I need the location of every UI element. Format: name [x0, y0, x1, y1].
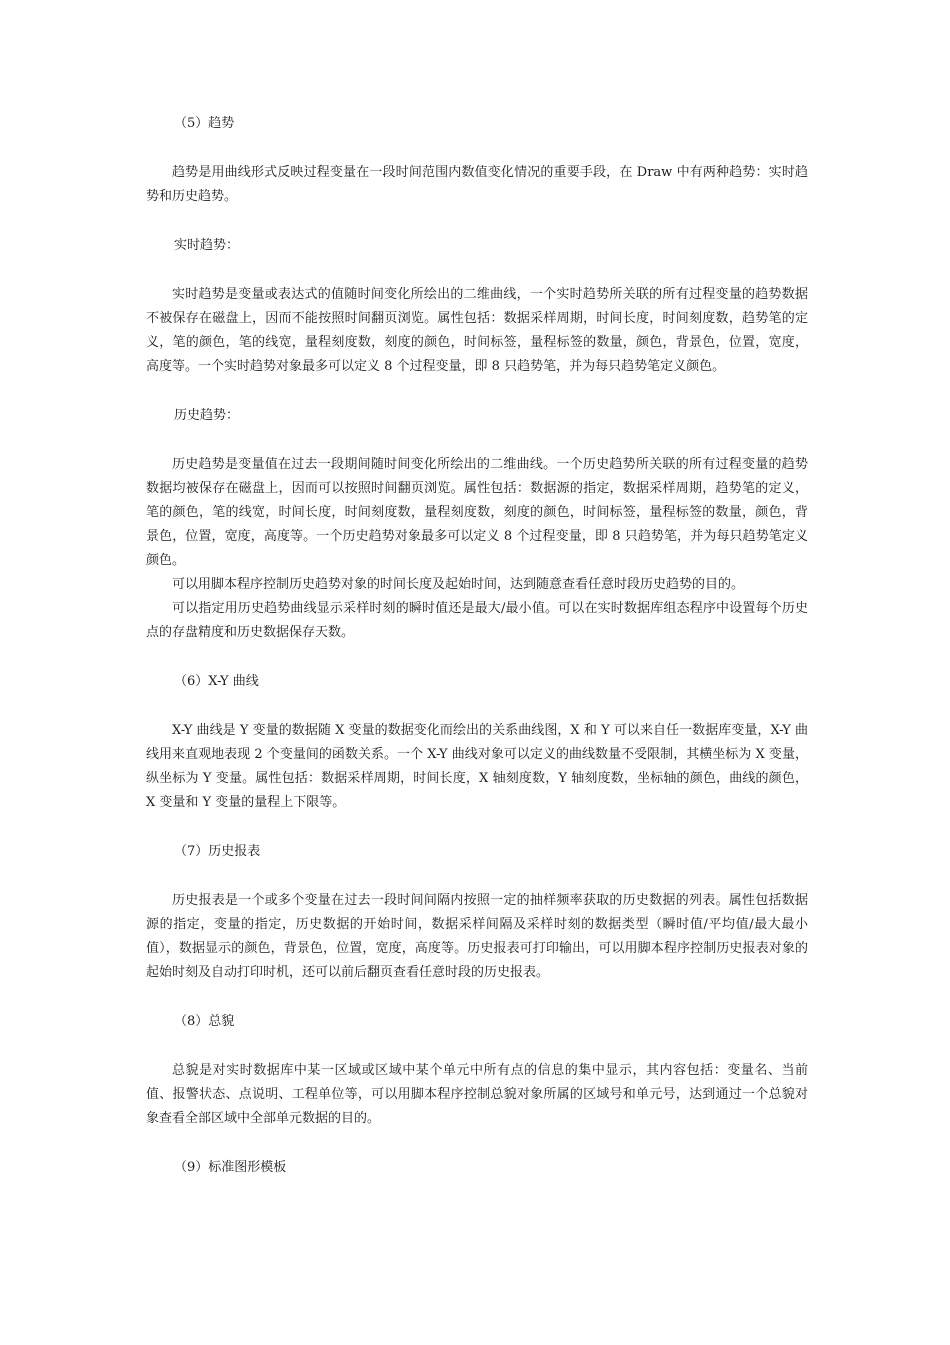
section-heading-overview: （8）总貌 — [174, 1014, 235, 1029]
paragraph-realtime-trend: 实时趋势是变量或表达式的值随时间变化所绘出的二维曲线，一个实时趋势所关联的所有过程变量的趋势数据不被保存在磁盘上，因而不能按照时间翻页浏览。属性包括：数据采样周期，时间长度，时间刻度数，趋势笔的定义，笔的颜色，笔的线宽，量程刻度数，刻度的颜色，时间标签，量程标签的数量，颜色，背景色，位置，宽度，高度等。一个实时趋势对象最多可以定义 8 个过程变量，即 8 只趋势笔，并为每只趋势笔定义颜色。 — [146, 287, 808, 374]
section-heading-standard-templates: （9）标准图形模板 — [174, 1160, 287, 1175]
paragraph-xy-curve: X-Y 曲线是 Y 变量的数据随 X 变量的数据变化而绘出的关系曲线图，X 和 Y 可以来自任一数据库变量，X-Y 曲线用来直观地表现 2 个变量间的函数关系。一个 X-Y 曲线对象可以定义的曲线数量不受限制，其横坐标为 X 变量，纵坐标为 Y 变量。属性包括：数据采样周期，时间长度，X 轴刻度数，Y 轴刻度数，坐标轴的颜色，曲线的颜色，X 变量和 Y 变量的量程上下限等。 — [146, 723, 808, 810]
paragraph-history-display: 可以指定用历史趋势曲线显示采样时刻的瞬时值还是最大/最小值。可以在实时数据库组态程序中设置每个历史点的存盘精度和历史数据保存天数。 — [146, 601, 808, 640]
section-heading-history-report: （7）历史报表 — [174, 844, 261, 859]
paragraph-overview: 总貌是对实时数据库中某一区域或区域中某个单元中所有点的信息的集中显示，其内容包括：变量名、当前值、报警状态、点说明、工程单位等，可以用脚本程序控制总貌对象所属的区域号和单元号，达到通过一个总貌对象查看全部区域中全部单元数据的目的。 — [146, 1063, 808, 1126]
section-heading-xy-curve: （6）X-Y 曲线 — [174, 674, 259, 689]
paragraph-history-report: 历史报表是一个或多个变量在过去一段时间间隔内按照一定的抽样频率获取的历史数据的列表。属性包括数据源的指定，变量的指定，历史数据的开始时间，数据采样间隔及采样时刻的数据类型（瞬时值/平均值/最大最小值），数据显示的颜色，背景色，位置，宽度，高度等。历史报表可打印输出，可以用脚本程序控制历史报表对象的起始时刻及自动打印时机，还可以前后翻页查看任意时段的历史报表。 — [146, 893, 808, 980]
document-body — [146, 112, 808, 1180]
paragraph-history-trend: 历史趋势是变量值在过去一段期间随时间变化所绘出的二维曲线。一个历史趋势所关联的所有过程变量的趋势数据均被保存在磁盘上，因而可以按照时间翻页浏览。属性包括：数据源的指定，数据采样周期，趋势笔的定义，笔的颜色，笔的线宽，时间长度，时间刻度数，量程刻度数，刻度的颜色，时间标签，量程标签的数量，颜色，背景色，位置，宽度，高度等。一个历史趋势对象最多可以定义 8 个过程变量，即 8 只趋势笔，并为每只趋势笔定义颜色。 — [146, 457, 808, 568]
paragraph-history-script: 可以用脚本程序控制历史趋势对象的时间长度及起始时间，达到随意查看任意时段历史趋势的目的。 — [172, 577, 745, 592]
subheading-realtime-trend: 实时趋势： — [174, 238, 240, 253]
section-heading-trend: （5）趋势 — [174, 116, 235, 131]
subheading-history-trend: 历史趋势： — [174, 408, 240, 423]
paragraph-trend-intro: 趋势是用曲线形式反映过程变量在一段时间范围内数值变化情况的重要手段，在 Draw 中有两种趋势：实时趋势和历史趋势。 — [146, 165, 808, 204]
